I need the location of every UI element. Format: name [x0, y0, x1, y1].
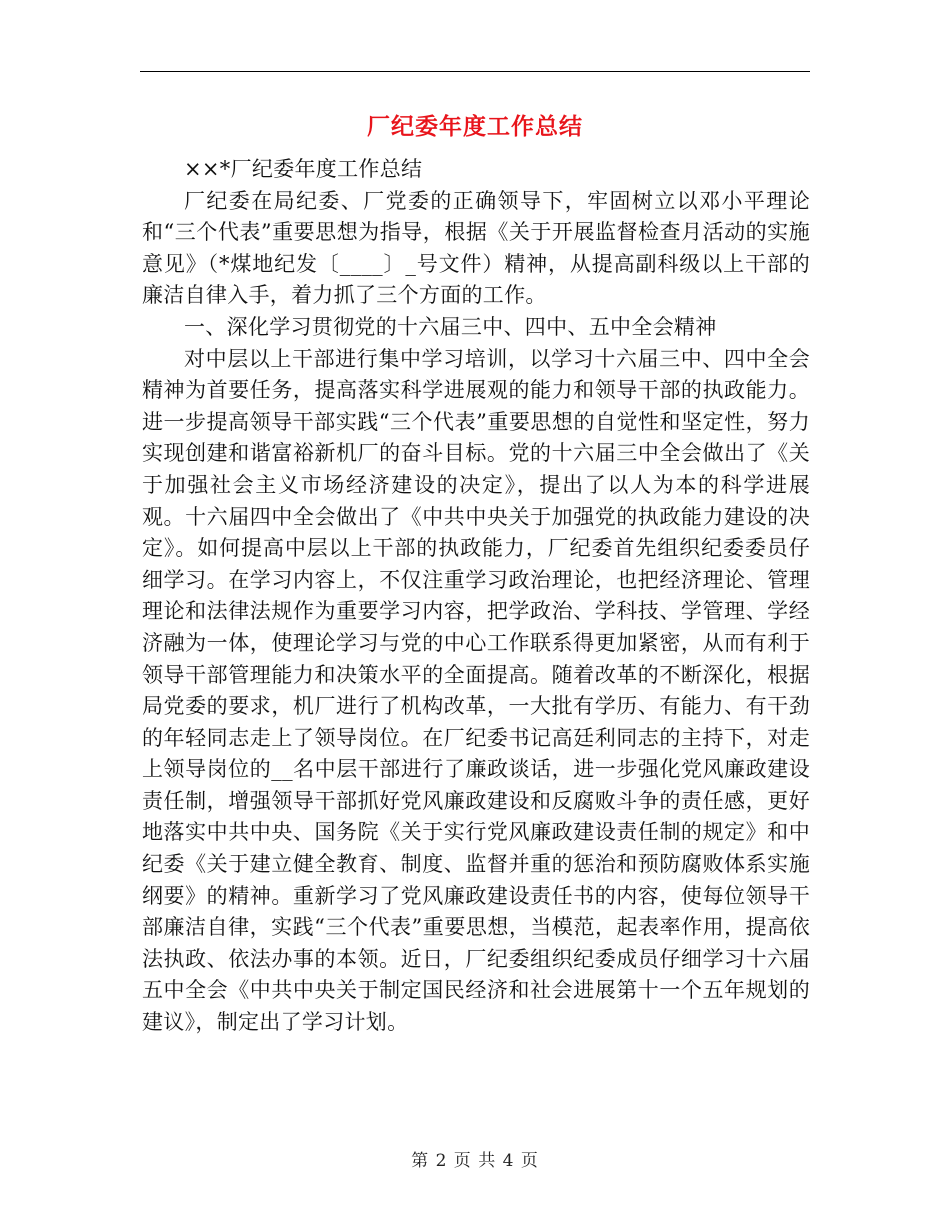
page-number-footer: 第 2 页 共 4 页	[411, 1151, 539, 1171]
document-body	[142, 154, 810, 1039]
document-title: 厂纪委年度工作总结	[367, 114, 583, 140]
header-rule	[140, 71, 810, 72]
section-heading-1: 一、深化学习贯彻党的十六届三中、四中、五中全会精神	[184, 314, 717, 339]
section-1-paragraph: 对中层以上干部进行集中学习培训，以学习十六届三中、四中全会精神为首要任务，提高落实科学进展观的能力和领导干部的执政能力。进一步提高领导干部实践“三个代表”重要思想的自觉性和坚定性，努力实现创建和谐富裕新机厂的奋斗目标。党的十六届三中全会做出了《关于加强社会主义市场经济建设的决定》，提出了以人为本的科学进展观。十六届四中全会做出了《中共中央关于加强党的执政能力建设的决定》。如何提高中层以上干部的执政能力，厂纪委首先组织纪委委员仔细学习。在学习内容上，不仅注重学习政治理论，也把经济理论、管理理论和法律法规作为重要学习内容，把学政治、学科技、学管理、学经济融为一体，使理论学习与党的中心工作联系得更加紧密，从而有利于领导干部管理能力和决策水平的全面提高。随着改革的不断深化，根据局党委的要求，机厂进行了机构改革，一大批有学历、有能力、有干劲的年轻同志走上了领导岗位。在厂纪委书记高廷利同志的主持下，对走上领导岗位的__名中层干部进行了廉政谈话，进一步强化党风廉政建设责任制，增强领导干部抓好党风廉政建设和反腐败斗争的责任感，更好地落实中共中央、国务院《关于实行党风廉政建设责任制的规定》和中纪委《关于建立健全教育、制度、监督并重的惩治和预防腐败体系实施纲要》的精神。重新学习了党风廉政建设责任书的内容，使每位领导干部廉洁自律，实践“三个代表”重要思想，当模范，起表率作用，提高依法执政、依法办事的本领。近日，厂纪委组织纪委成员仔细学习十六届五中全会《中共中央关于制定国民经济和社会进展第十一个五年规划的建议》，制定出了学习计划。	[142, 346, 810, 1035]
intro-paragraph: 厂纪委在局纪委、厂党委的正确领导下，牢固树立以邓小平理论和“三个代表”重要思想为指导，根据《关于开展监督检查月活动的实施意见》（*煤地纪发〔____〕_号文件）精神，从提高副科级以上干部的廉洁自律入手，着力抓了三个方面的工作。	[142, 188, 810, 308]
subtitle-line: ××*厂纪委年度工作总结	[184, 157, 423, 181]
